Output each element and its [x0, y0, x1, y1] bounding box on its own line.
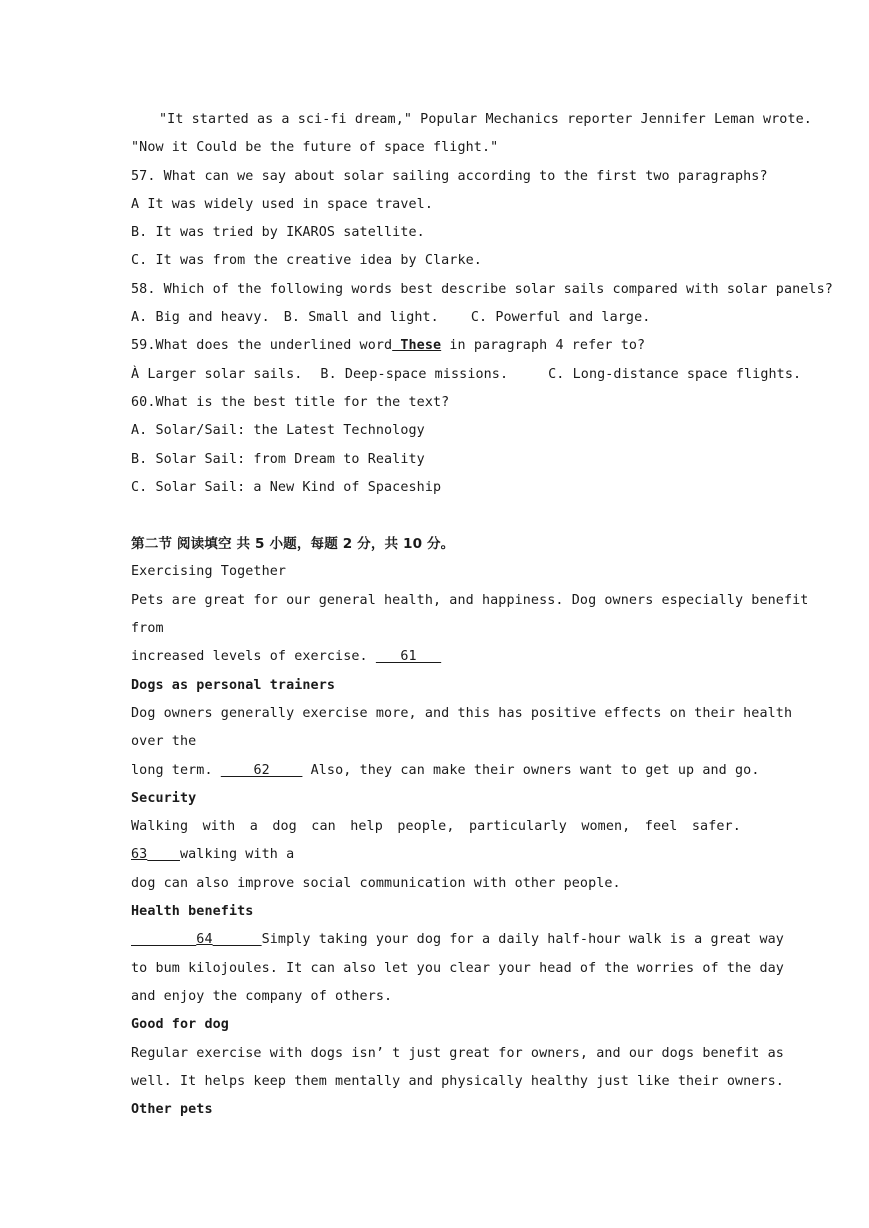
quote-line-1: "It started as a sci-fi dream," Popular Mechanics reporter Jennifer Leman wrote. — [159, 112, 812, 127]
intro-line-3-text: increased levels of exercise. — [131, 649, 368, 665]
trainers-line-3-a: long term. — [131, 762, 213, 778]
question-58-option-b: B. Small and light. — [283, 310, 439, 326]
question-58-stem: 58. Which of the following words best describe solar sails compared with solar panels? — [131, 281, 833, 297]
question-59-option-c: C. Long-distance space flights. — [548, 366, 802, 382]
security-word: dog — [272, 819, 297, 835]
security-word: feel — [644, 819, 678, 835]
security-word: particularly — [468, 819, 567, 835]
blank-63 — [147, 841, 180, 869]
intro-line-2: from — [131, 621, 164, 637]
intro-line-3 — [131, 643, 741, 671]
security-word: people, — [397, 819, 455, 835]
heading-good-for-dog: Good for dog — [131, 1017, 229, 1033]
passage-title: Exercising Together — [131, 564, 287, 580]
security-word: women, — [581, 819, 631, 835]
question-60-option-b: B. Solar Sail: from Dream to Reality — [131, 451, 425, 467]
question-60-stem: 60.What is the best title for the text? — [131, 394, 450, 410]
heading-personal-trainers: Dogs as personal trainers — [131, 677, 336, 693]
question-57-option-c: C. It was from the creative idea by Clarke. — [131, 253, 482, 269]
question-58-option-a: A. Big and heavy. — [131, 310, 270, 326]
document-page — [131, 106, 833, 1124]
dog-line-1: Regular exercise with dogs isn’ t just great for owners, and our dogs benefit as — [131, 1045, 784, 1061]
question-57-option-a: A It was widely used in space travel. — [131, 196, 433, 212]
heading-health-benefits: Health benefits — [131, 904, 254, 920]
section-gap — [131, 502, 741, 530]
blank-63-number: 63 — [131, 847, 148, 863]
security-word: can — [311, 819, 336, 835]
heading-other-pets: Other pets — [131, 1102, 213, 1118]
trainers-line-3 — [131, 757, 760, 785]
question-59-option-b: B. Deep-space missions. — [320, 366, 509, 382]
section-heading: 第二节 阅读填空 共 5 小题，每题 2 分，共 10 分。 — [131, 536, 455, 553]
security-word: help — [350, 819, 383, 835]
security-line-2-text: walking with a — [179, 847, 295, 863]
question-59-stem-before: 59.What does the underlined word — [131, 338, 393, 354]
security-word: safer. — [691, 819, 741, 835]
trainers-line-3-b: Also, they can make their owners want to get up and go. — [310, 762, 760, 778]
health-line-2: to bum kilojoules. It can also let you clear your head of the worries of the day — [131, 960, 784, 976]
security-line-1 — [131, 813, 741, 841]
question-60-option-a: A. Solar/Sail: the Latest Technology — [131, 423, 425, 439]
health-line-1 — [131, 926, 784, 954]
question-59-stem — [131, 332, 741, 360]
blank-64-number: 64 — [196, 932, 213, 948]
trainers-line-2: over the — [131, 734, 197, 750]
health-line-1-text: Simply taking your dog for a daily half-hour walk is a great way — [261, 932, 784, 948]
question-60-option-c: C. Solar Sail: a New Kind of Spaceship — [131, 479, 442, 495]
underlined-word: These — [392, 338, 442, 354]
question-57-option-b: B. It was tried by IKAROS satellite. — [131, 225, 425, 241]
intro-line-1: Pets are great for our general health, and happiness. Dog owners especially benefit — [131, 592, 809, 608]
dog-line-2: well. It helps keep them mentally and physically healthy just like their owners. — [131, 1073, 784, 1089]
blank-64-lead — [131, 926, 196, 954]
security-line-3: dog can also improve social communication with other people. — [131, 875, 621, 891]
quote-line-2: "Now it Could be the future of space flight." — [131, 140, 499, 156]
question-59-options — [131, 361, 802, 389]
question-59-option-a: À Larger solar sails. — [131, 366, 303, 382]
security-word: a — [249, 819, 258, 835]
trainers-line-1: Dog owners generally exercise more, and this has positive effects on their health — [131, 705, 793, 721]
health-line-3: and enjoy the company of others. — [131, 988, 393, 1004]
security-word: Walking — [131, 819, 189, 835]
question-58-options — [131, 304, 741, 332]
blank-64-tail — [213, 926, 262, 954]
question-58-option-c: C. Powerful and large. — [470, 310, 651, 326]
blank-62: 62 — [220, 762, 303, 778]
security-word: with — [202, 819, 236, 835]
blank-61: 61 — [375, 649, 442, 665]
question-59-stem-after: in paragraph 4 refer to? — [441, 338, 646, 354]
security-line-2 — [131, 841, 741, 869]
heading-security: Security — [131, 790, 197, 806]
question-57-stem: 57. What can we say about solar sailing according to the first two paragraphs? — [131, 168, 768, 184]
